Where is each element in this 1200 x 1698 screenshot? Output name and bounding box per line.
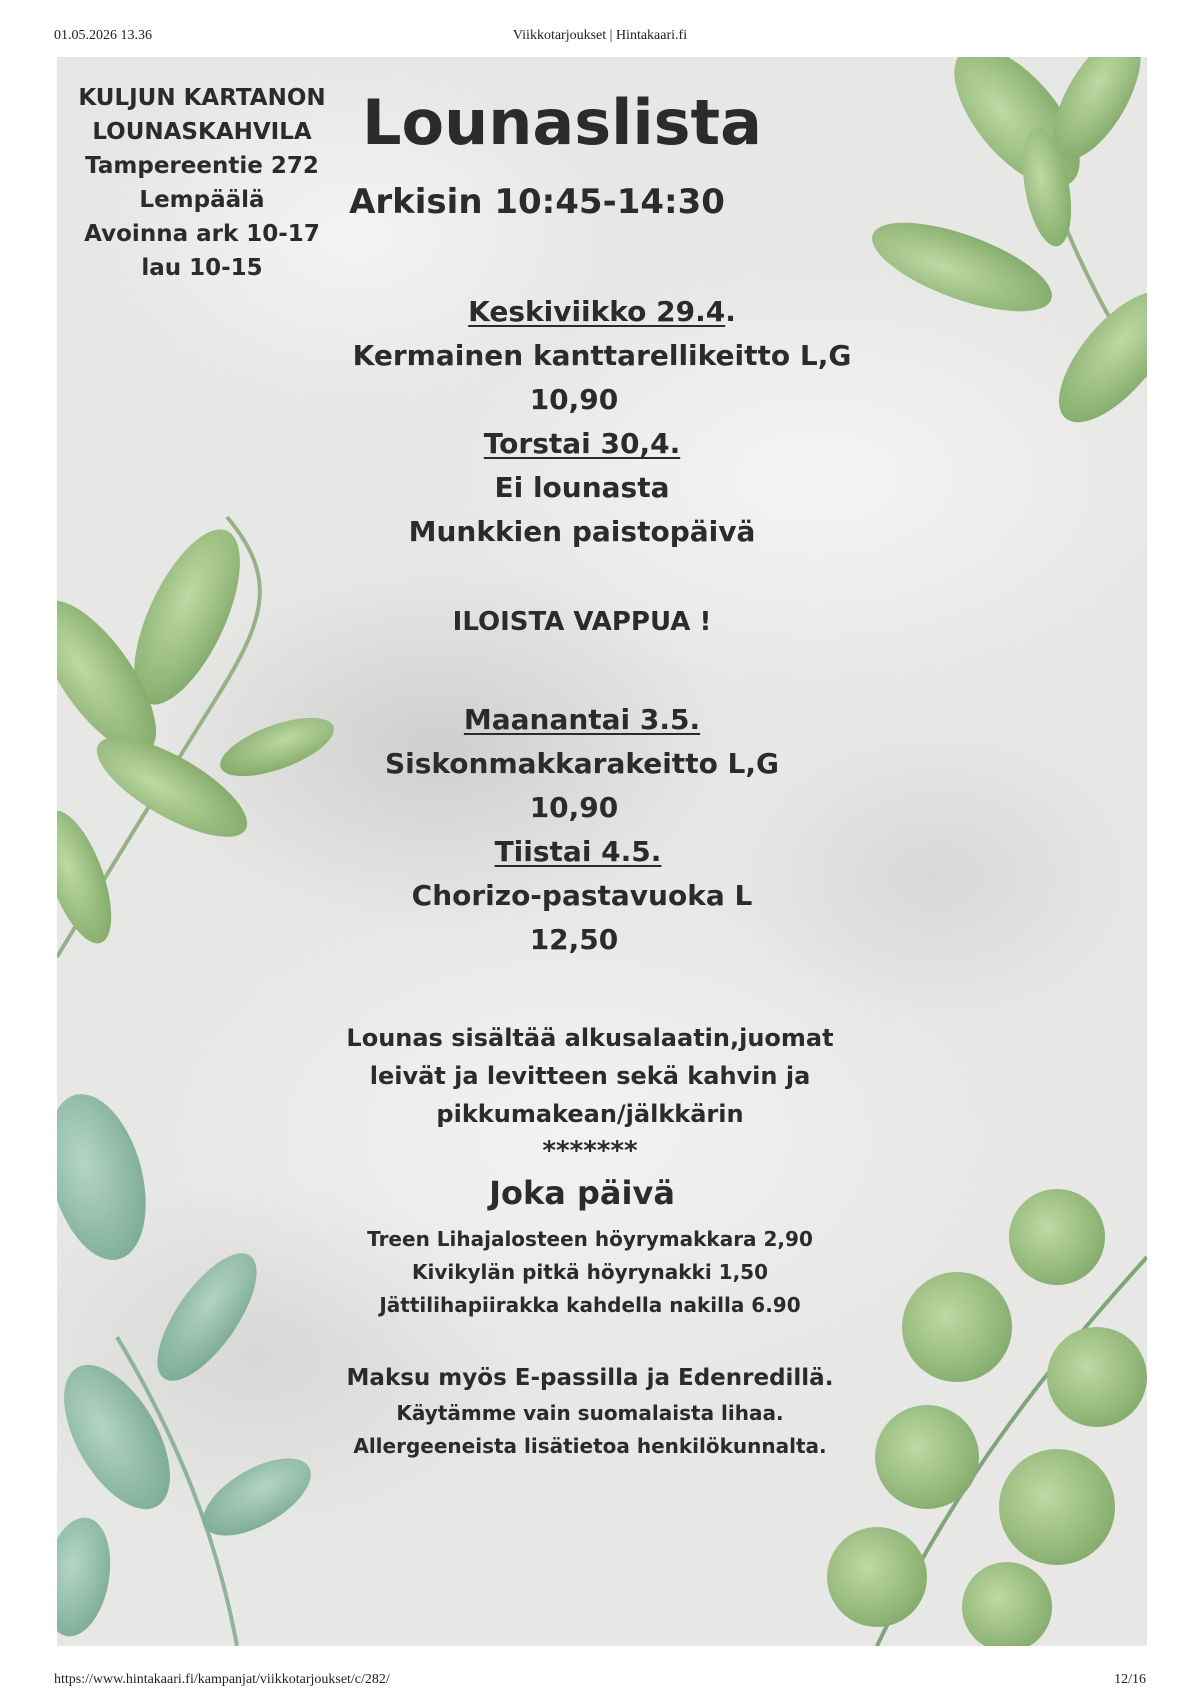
day-date: Maanantai 3.5. (463, 703, 701, 736)
opening-hours-saturday: lau 10-15 (141, 255, 263, 281)
day-date: Tiistai 4.5. (494, 835, 662, 868)
includes-line: Lounas sisältää alkusalaatin,juomat (346, 1024, 834, 1052)
day-heading (57, 292, 1147, 332)
includes-line: leivät ja levitteen sekä kahvin ja (369, 1062, 811, 1090)
dish-price: 10,90 (529, 791, 619, 824)
separator: ******* (542, 1136, 638, 1166)
daily-item: Treen Lihajalosteen höyrymakkara 2,90 (367, 1227, 813, 1251)
day-heading (57, 832, 1123, 872)
day-date: Torstai 30,4. (483, 427, 681, 460)
serving-hours: Arkisin 10:45-14:30 (349, 182, 725, 222)
print-footer (0, 1672, 1200, 1696)
print-url-link[interactable]: https://www.hintakaari.fi/kampanjat/viikkotarjoukset/c/282/ (54, 1672, 390, 1687)
menu-title: Lounaslista (361, 86, 762, 159)
menu-poster (57, 57, 1147, 1646)
dish-price: 12,50 (529, 923, 619, 956)
dish-name: Chorizo-pastavuoka L (411, 879, 753, 912)
print-page-title: Viikkotarjoukset | Hintakaari.fi (512, 28, 688, 43)
restaurant-name-line1: KULJUN KARTANON (78, 85, 326, 111)
day-heading (57, 424, 1127, 464)
footer-line: Maksu myös E-passilla ja Edenredillä. (346, 1365, 834, 1391)
day-heading (57, 700, 1127, 740)
restaurant-street: Tampereentie 272 (85, 153, 319, 179)
daily-item: Jättilihapiirakka kahdella nakilla 6.90 (379, 1293, 801, 1317)
print-page-number: 12/16 (1114, 1672, 1146, 1687)
daily-heading: Joka päivä (489, 1174, 675, 1212)
day-date: Keskiviikko 29.4 (468, 295, 726, 328)
daily-item: Kivikylän pitkä höyrynakki 1,50 (411, 1260, 769, 1284)
footer-line: Allergeeneista lisätietoa henkilökunnalta. (353, 1434, 827, 1458)
dish-name: Ei lounasta (494, 471, 670, 504)
dish-name: Siskonmakkarakeitto L,G (384, 747, 780, 780)
footer-line: Käytämme vain suomalaista lihaa. (396, 1401, 784, 1425)
print-datetime: 01.05.2026 13.36 (54, 28, 152, 43)
includes-line: pikkumakean/jälkkärin (436, 1100, 744, 1128)
restaurant-name-line2: LOUNASKAHVILA (92, 119, 312, 145)
print-header (0, 28, 1200, 52)
day-date-suffix: . (725, 295, 736, 328)
dish-name: Kermainen kanttarellikeitto L,G (352, 339, 852, 372)
day-note: Munkkien paistopäivä (408, 515, 756, 548)
dish-price: 10,90 (529, 383, 619, 416)
opening-hours-weekdays: Avoinna ark 10-17 (84, 221, 320, 247)
restaurant-city: Lempäälä (139, 187, 265, 213)
greeting: ILOISTA VAPPUA ! (452, 607, 712, 637)
